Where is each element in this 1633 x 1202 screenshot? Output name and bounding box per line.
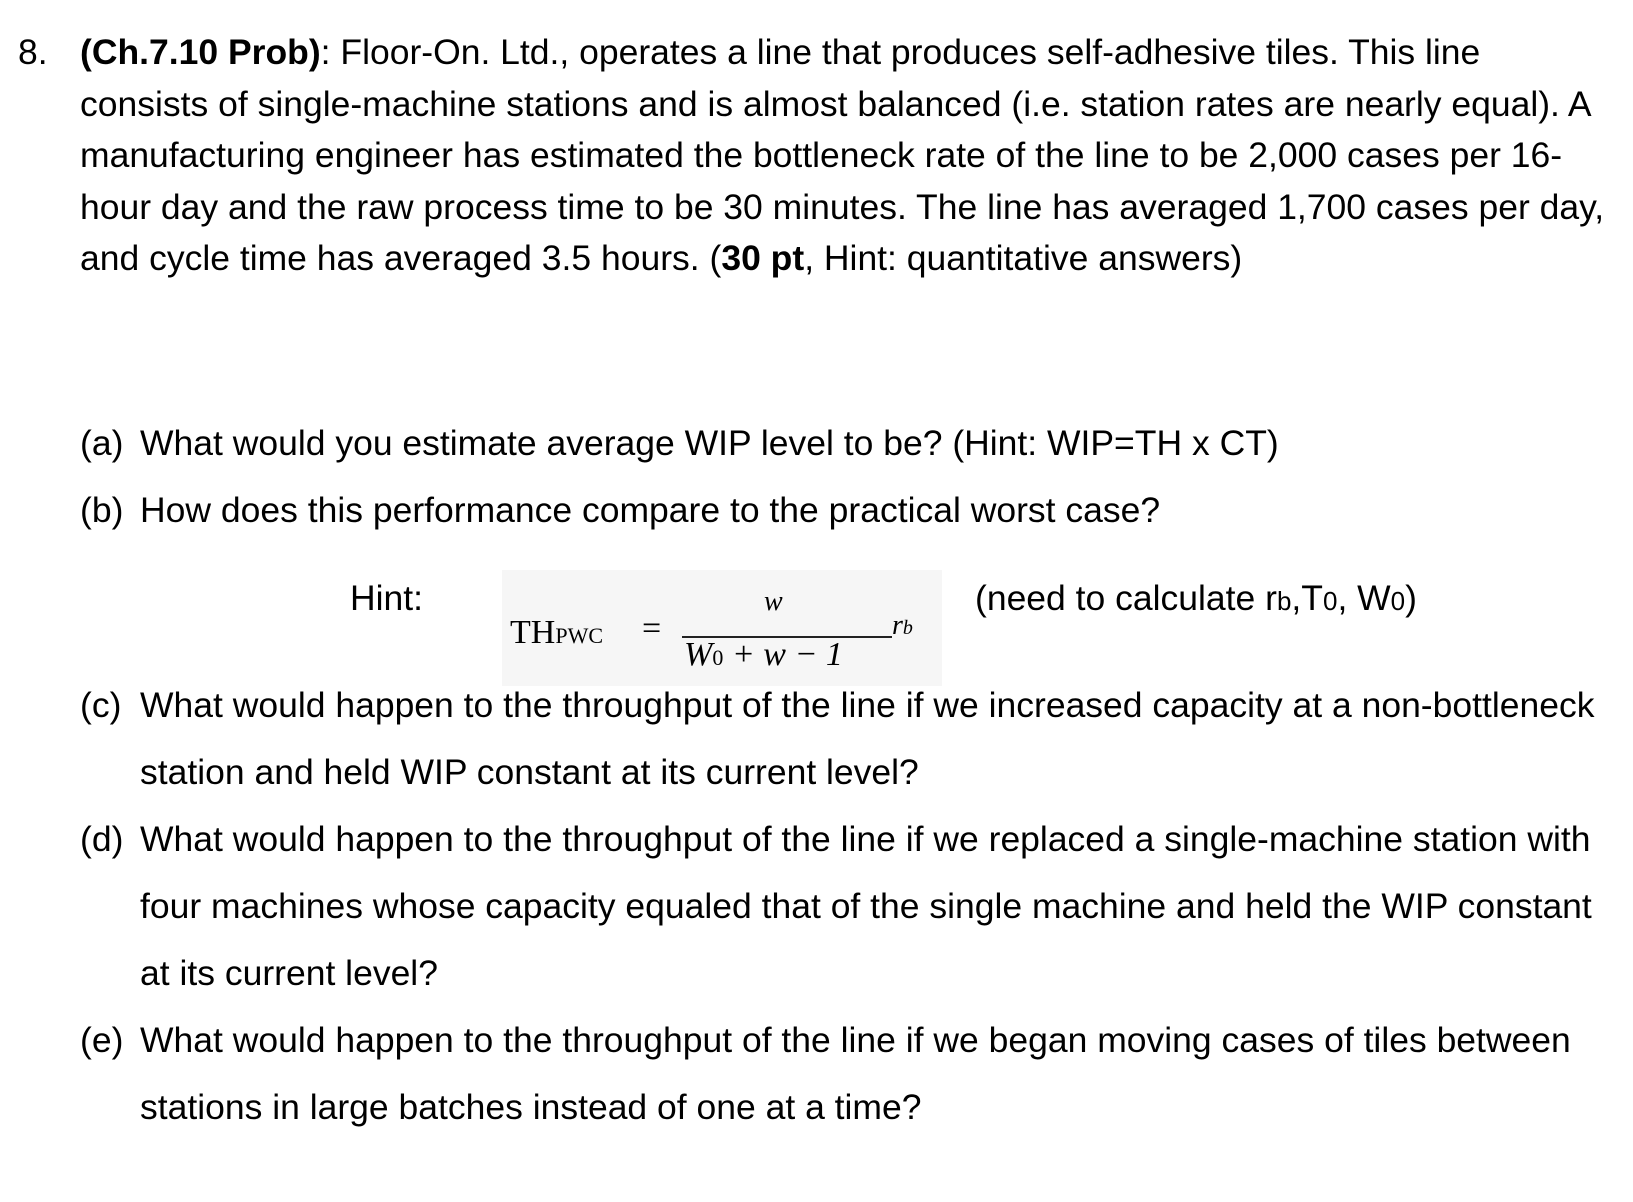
- part-e: [80, 1007, 1610, 1141]
- part-b: [80, 477, 1610, 544]
- formula-image: [502, 570, 942, 686]
- parts-top: [80, 410, 1610, 544]
- practical-worst-case-formula: [502, 570, 942, 686]
- part-a-text: What would you estimate average WIP level to be? (Hint: WIP=TH x CT): [140, 423, 1279, 463]
- formula-numerator: w: [764, 586, 783, 617]
- formula-rb: rb: [892, 610, 913, 641]
- problem-statement: [18, 27, 1618, 285]
- part-b-text: How does this performance compare to the practical worst case?: [140, 490, 1161, 530]
- formula-equals: =: [642, 610, 662, 647]
- part-e-text: What would happen to the throughput of the line if we began moving cases of tiles between stations in large batches instead of one at a time?: [140, 1020, 1571, 1127]
- stem-text-2: , Hint: quantitative answers): [804, 238, 1243, 278]
- stem-text-1: : Floor-On. Ltd., operates a line that produces self-adhesive tiles. This line consists of single-machine stations and is almost balanced (i.e. station rates are nearly equal). A manufacturing engineer has estimated the bottleneck rate of the line to be 2,000 cases per 16-hour day and the raw process time to be 30 minutes. The line has averaged 1,700 cases per day, and cycle time has averaged 3.5 hours. (: [80, 32, 1605, 278]
- part-e-label: (e): [80, 1020, 124, 1060]
- part-b-label: (b): [80, 490, 124, 530]
- formula-lhs: THPWC: [510, 614, 604, 651]
- hint-label: Hint:: [350, 578, 423, 618]
- part-d-label: (d): [80, 819, 124, 859]
- part-a-label: (a): [80, 423, 124, 463]
- part-d: [80, 806, 1610, 1007]
- hint-note: (need to calculate rb,T0, W0): [975, 578, 1417, 618]
- part-c-label: (c): [80, 685, 122, 725]
- formula-denominator: W0 + w − 1: [684, 636, 843, 673]
- part-a: [80, 410, 1610, 477]
- part-d-text: What would happen to the throughput of the line if we replaced a single-machine station with four machines whose capacity equaled that of the single machine and held the WIP constant at its current level?: [140, 819, 1592, 993]
- part-c: [80, 672, 1610, 806]
- points-value: 30 pt: [721, 238, 805, 278]
- problem-number: 8.: [18, 32, 48, 72]
- problem-stem: [80, 27, 1610, 285]
- parts-bottom: [80, 672, 1610, 1141]
- chapter-reference: (Ch.7.10 Prob): [80, 32, 321, 72]
- part-c-text: What would happen to the throughput of the line if we increased capacity at a non-bottleneck station and held WIP constant at its current level?: [140, 685, 1595, 792]
